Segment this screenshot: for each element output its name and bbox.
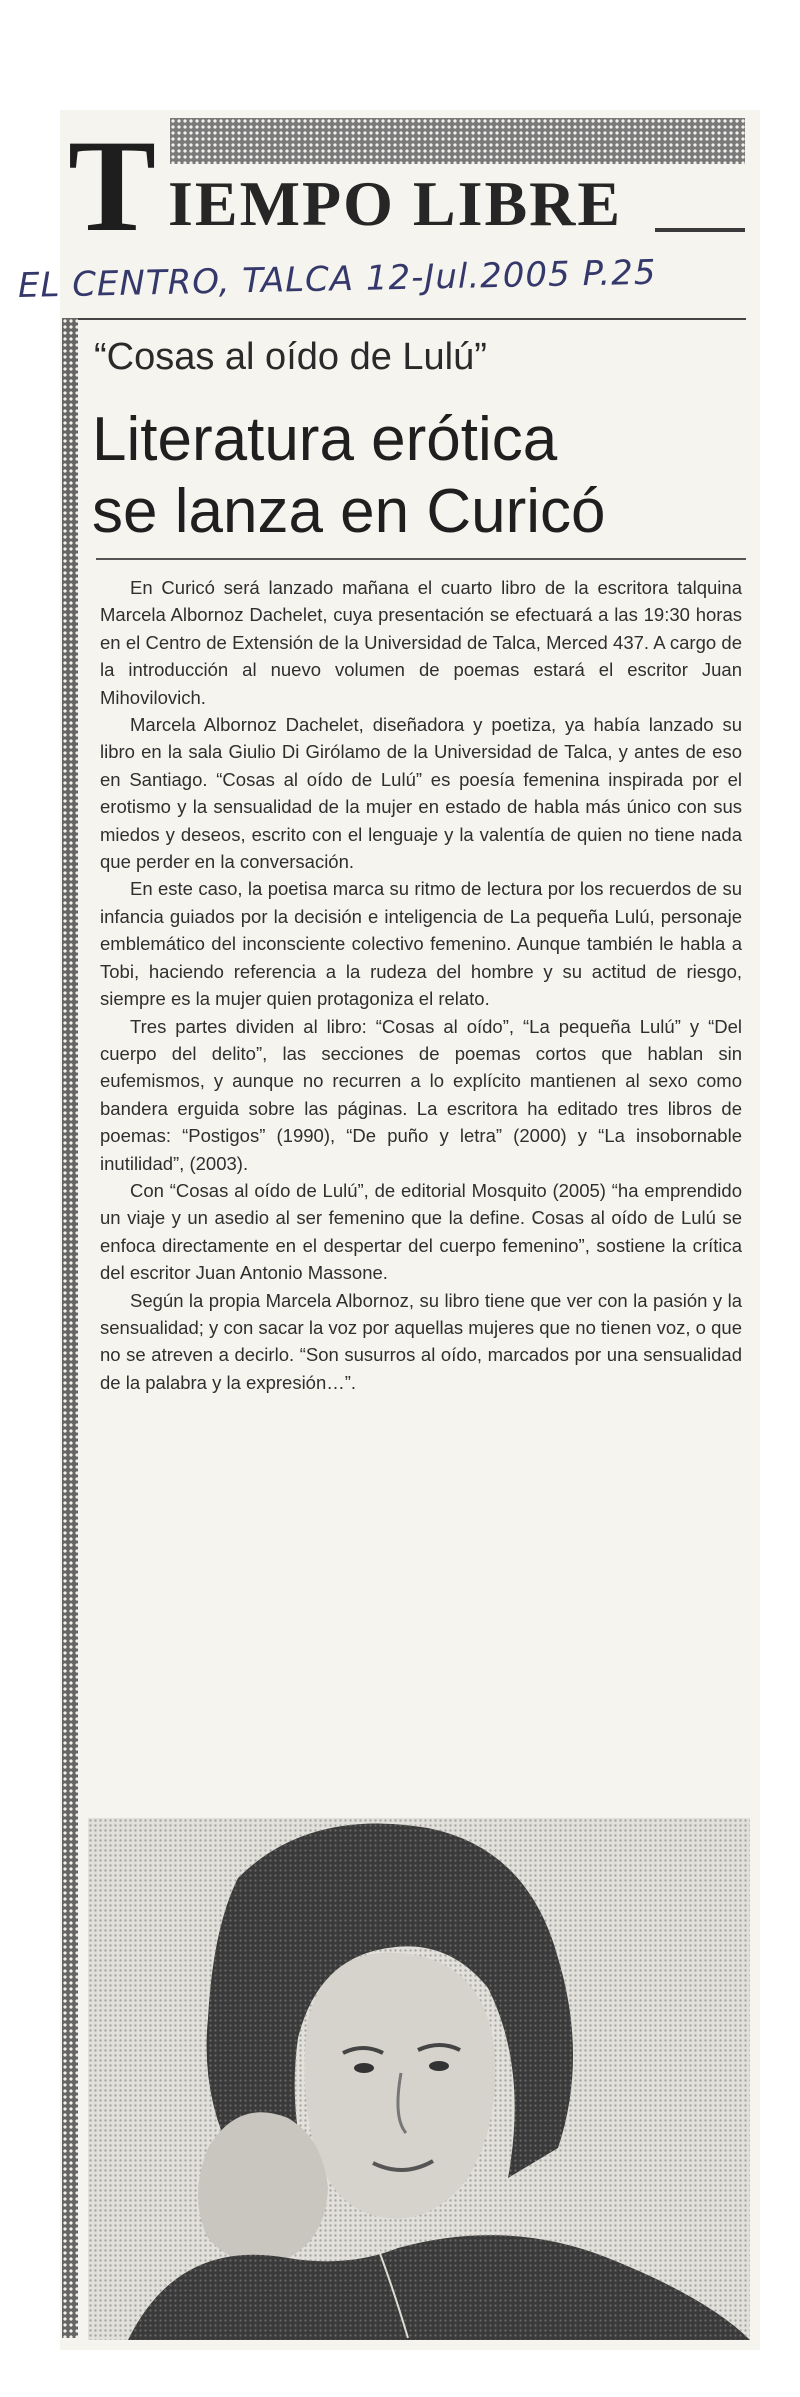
headline-line-2: se lanza en Curicó (92, 477, 606, 546)
headline-line-1: Literatura erótica (92, 405, 558, 474)
halftone-left-border (62, 318, 78, 2338)
article-paragraph: Marcela Albornoz Dachelet, diseñadora y poetiza, ya había lanzado su libro en la sala Giulio Di Girólamo de la Universidad de Talca, y antes de eso en Santiago. “Cosas al oído de Lulú” es poesía femenina inspirada por el erotismo y la sensualidad de la mujer en estado de habla más único con sus miedos y deseos, escrito con el lenguaje y la valentía de quien no tiene nada que perder en la conversación. (100, 714, 742, 873)
article-paragraph: Según la propia Marcela Albornoz, su libro tiene que ver con la pasión y la sensualidad; y con sacar la voz por aquellas mujeres que no tienen voz, o que no se atreven a decirlo. “Son susurros al oído, marcados por una sensualidad de la palabra y la expresión…”. (100, 1289, 742, 1393)
portrait-image (88, 1818, 750, 2340)
top-rule (62, 318, 746, 320)
article-headline (92, 404, 732, 548)
section-title-initial: T (68, 112, 157, 259)
article-paragraph: En Curicó será lanzado mañana el cuarto libro de la escritora talquina Marcela Albornoz Dachelet, cuya presentación se efectuará a las 19:30 horas en el Centro de Extensión de la Universidad de Talca, Merced 437. A cargo de la introducción al nuevo volumen de poemas estará el escritor Juan Mihovilovich. (100, 577, 742, 708)
section-title: IEMPO LIBRE (168, 168, 623, 239)
author-portrait-photo (88, 1818, 750, 2340)
masthead-dash (655, 228, 745, 232)
article-kicker: “Cosas al oído de Lulú” (94, 336, 487, 378)
masthead-halftone-band (170, 118, 745, 164)
article-paragraph: Con “Cosas al oído de Lulú”, de editorial Mosquito (2005) “ha emprendido un viaje y un asedio al ser femenino que la define. Cosas al oído de Lulú se enfoca directamente en el despertar del cuerpo femenino”, sostiene la crítica del escritor Juan Antonio Massone. (100, 1179, 742, 1284)
article-paragraph: En este caso, la poetisa marca su ritmo de lectura por los recuerdos de su infancia guiados por la decisión e inteligencia de La pequeña Lulú, personaje emblemático del inconsciente colectivo femenino. Aunque también le habla a Tobi, haciendo referencia a la rudeza del hombre y su actitud de riesgo, siempre es la mujer quien protagoniza el relato. (100, 878, 742, 1010)
handwritten-source-note: EL CENTRO, TALCA 12-Jul.2005 P.25 (17, 252, 657, 306)
headline-rule (96, 558, 746, 560)
article-paragraph: Tres partes dividen al libro: “Cosas al oído”, “La pequeña Lulú” y “Del cuerpo del delito”, las secciones de poemas cortos que hablan sin eufemismos, y aunque no recurren a lo explícito mantienen al sexo como bandera erguida sobre las páginas. La escritora ha editado tres libros de poemas: “Postigos” (1990), “De puño y letra” (2000) y “La insobornable inutilidad”, (2003). (100, 1015, 742, 1174)
article-body (100, 574, 742, 1396)
